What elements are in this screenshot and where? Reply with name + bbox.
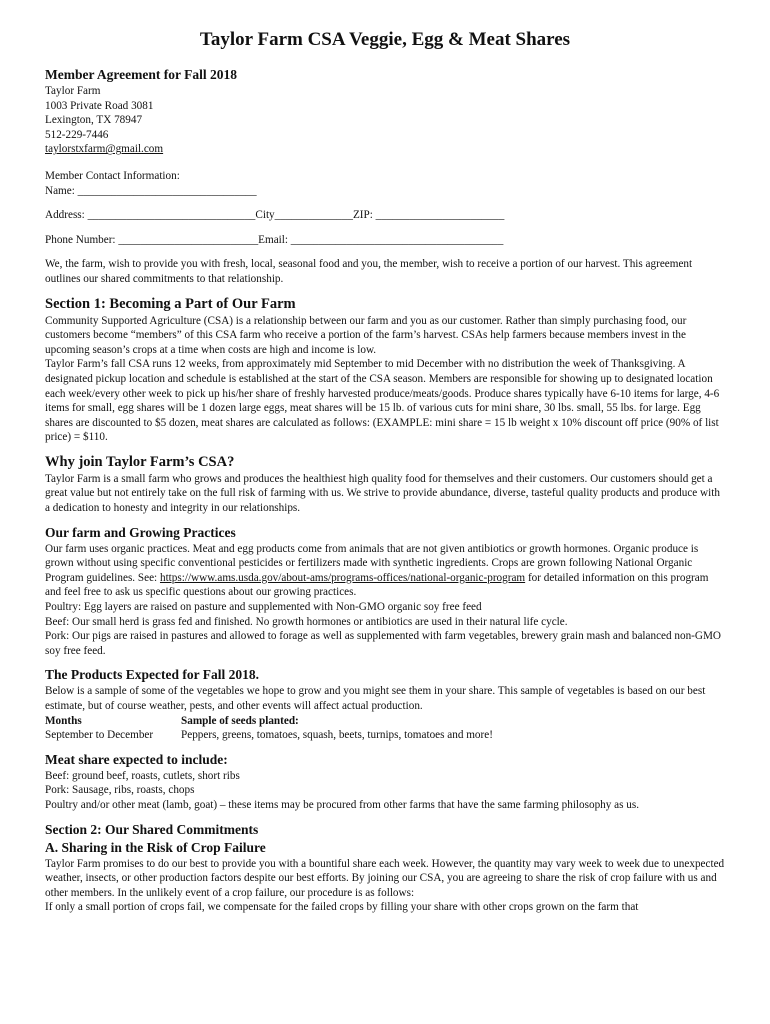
farm-phone: 512-229-7446 xyxy=(45,128,109,141)
name-field-line: Name: ________________________________ xyxy=(45,184,257,197)
practices-beef: Beef: Our small herd is grass fed and finished. No growth hormones or antibiotics are used in their natural life cycle. xyxy=(45,615,568,628)
section2-heading: Section 2: Our Shared Commitments xyxy=(45,821,259,837)
practices-text-a: Our farm uses organic practices. Meat and egg products come from animals that are not given antibiotics or growth hormones. Organic produce is grown without using specific conventional pesticides or fertilizers made with synthetic ingredients. Crops are grown following National Organic Program guidelines. See: xyxy=(45,542,699,584)
section2-paragraph-1: Taylor Farm promises to do our best to provide you with a bountiful share each week. However, the quantity may vary week to week due to unexpected weather, insects, or other production factors despite our best efforts. By joining our CSA, you are agreeing to share the risk of crop failure with us and other members. In the unlikely event of a crop failure, our procedure is as follows: xyxy=(45,857,725,899)
phone-email-field-line: Phone Number: _________________________Email: ______________________________________ xyxy=(45,233,504,246)
intro-paragraph: We, the farm, wish to provide you with fresh, local, seasonal food and you, the member, wish to receive a portion of our harvest. This agreement outlines our shared commitments to that relationship. xyxy=(45,258,693,285)
contact-heading: Member Contact Information: xyxy=(45,169,180,182)
seeds-column-header: Sample of seeds planted: xyxy=(181,714,299,727)
practices-paragraph xyxy=(45,542,725,600)
farm-street: 1003 Private Road 3081 xyxy=(45,99,154,112)
products-table-row xyxy=(45,728,725,743)
why-paragraph: Taylor Farm is a small farm who grows and produces the healthiest high quality food for themselves and their customers. Our customers should get a great value but not entirely take on the full risk of farming with us. We strive to provide abundance, diverse, tasteful quality products and produce with a dedication to honesty and integrity in our relationships. xyxy=(45,472,720,515)
agreement-heading: Member Agreement for Fall 2018 xyxy=(45,67,237,82)
meat-beef: Beef: ground beef, roasts, cutlets, short ribs xyxy=(45,769,240,782)
practices-poultry: Poultry: Egg layers are raised on pasture and supplemented with Non-GMO organic soy free feed xyxy=(45,601,482,614)
document-page xyxy=(45,28,725,915)
seeds-value: Peppers, greens, tomatoes, squash, beets, turnips, tomatoes and more! xyxy=(181,729,493,742)
section1-heading: Section 1: Becoming a Part of Our Farm xyxy=(45,295,296,312)
farm-city: Lexington, TX 78947 xyxy=(45,114,143,127)
meat-pork: Pork: Sausage, ribs, roasts, chops xyxy=(45,784,195,797)
usda-link[interactable]: https://www.ams.usda.gov/about-ams/programs-offices/national-organic-program xyxy=(159,571,526,584)
section2-subheading: A. Sharing in the Risk of Crop Failure xyxy=(45,839,266,855)
farm-email-link[interactable]: taylorstxfarm@gmail.com xyxy=(45,143,164,156)
practices-pork: Pork: Our pigs are raised in pastures and allowed to forage as well as supplemented with farm vegetables, brewery grain mash and balanced non-GMO soy free feed. xyxy=(45,630,722,657)
document-title: Taylor Farm CSA Veggie, Egg & Meat Shares xyxy=(199,29,571,50)
meat-heading: Meat share expected to include: xyxy=(45,751,228,767)
months-value: September to December xyxy=(45,729,154,742)
products-heading: The Products Expected for Fall 2018. xyxy=(45,667,259,683)
section2-paragraph-2: If only a small portion of crops fail, we compensate for the failed crops by filling your share with other crops grown on the farm that xyxy=(45,901,639,914)
practices-text-b: for detailed information on this program and feel free to ask us specific questions about our growing practices. xyxy=(45,571,709,599)
section1-paragraph-2: Taylor Farm’s fall CSA runs 12 weeks, from approximately mid September to mid December with no distribution the week of Thanksgiving. A designated pickup location and schedule is established at the start of the CSA season. Members are responsible for showing up to designated location each week/every other week to pick up his/her share of freshly harvested produce/meats/goods. Produce shares typically have 6-10 items for large, 4-6 items for small, egg shares will be 1 dozen large eggs, meat shares will be 15 lb. of various cuts for mini share, 30 lbs. small, 55 lbs. for large. Egg shares are discounted to $5 dozen, meat shares are calculated as follows: (EXAMPLE: mini share = 15 lb weight x 10% discount off price (90% of list price) = $110. xyxy=(45,358,720,444)
products-table-header xyxy=(45,714,725,729)
farm-name: Taylor Farm xyxy=(45,85,101,97)
practices-heading: Our farm and Growing Practices xyxy=(45,524,236,540)
section1-paragraph-1: Community Supported Agriculture (CSA) is a relationship between our farm and you as our customer. Rather than simply purchasing food, our customers become “members” of this CSA farm who receive a portion of the farm’s harvest. CSAs help farmers because members invest in the upcoming season’s crops at a time when costs are high and income is low. xyxy=(45,314,687,356)
products-paragraph: Below is a sample of some of the vegetables we hope to grow and you might see them in your share. This sample of vegetables is based on our best estimate, but of course weather, pests, and other events will affect actual production. xyxy=(45,685,706,712)
address-field-line: Address: ______________________________City______________ZIP: _______________________ xyxy=(45,209,505,222)
meat-poultry: Poultry and/or other meat (lamb, goat) – these items may be procured from other farms that have the same farming philosophy as us. xyxy=(45,798,640,811)
months-column-header: Months xyxy=(45,714,82,727)
why-heading: Why join Taylor Farm’s CSA? xyxy=(45,453,235,470)
